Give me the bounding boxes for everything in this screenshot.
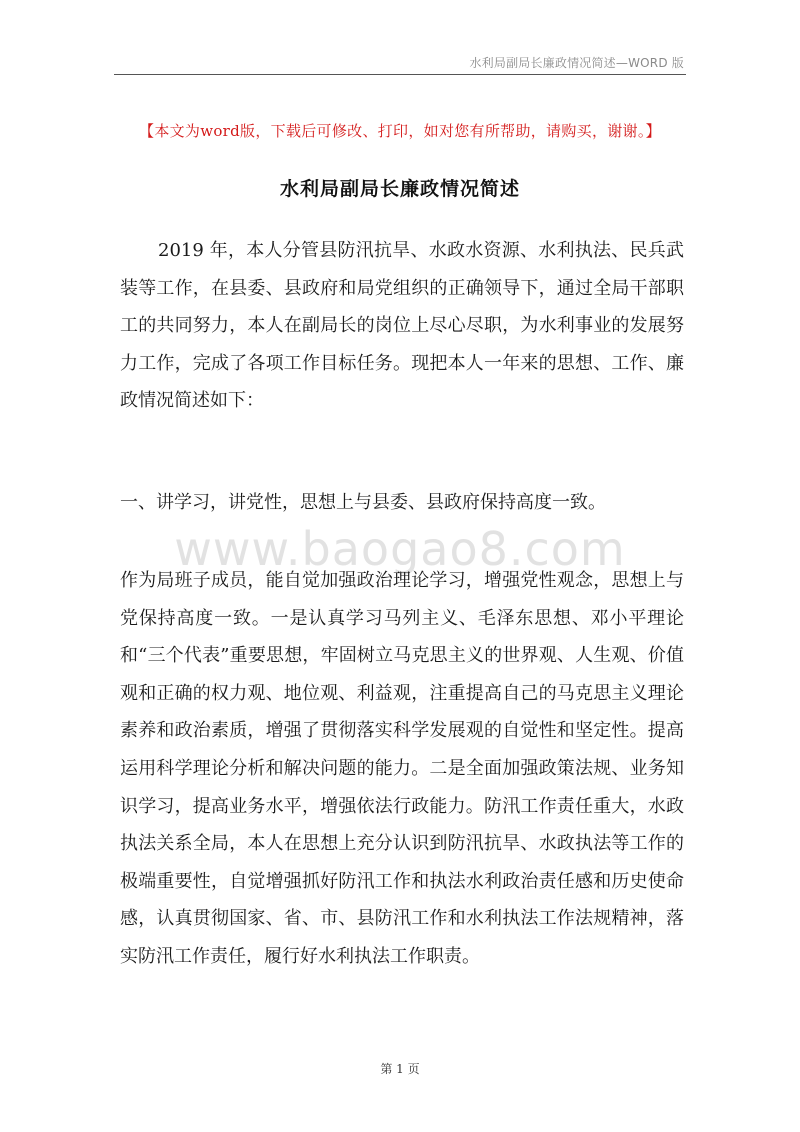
header-divider: [114, 74, 686, 75]
section-1-body: 作为局班子成员，能自觉加强政治理论学习，增强党性观念，思想上与党保持高度一致。一是认真学习马列主义、毛泽东思想、邓小平理论和“三个代表”重要思想，牢固树立马克思主义的世界观、人生观、价值观和正确的权力观、地位观、利益观，注重提高自己的马克思主义理论素养和政治素质，增强了贯彻落实科学发展观的自觉性和坚定性。提高运用科学理论分析和解决问题的能力。二是全面加强政策法规、业务知识学习，提高业务水平，增强依法行政能力。防汛工作责任重大，水政执法关系全局，本人在思想上充分认识到防汛抗旱、水政执法等工作的极端重要性，自觉增强抓好防汛工作和执法水利政治责任感和历史使命感，认真贯彻国家、省、市、县防汛工作和水利执法工作法规精神，落实防汛工作责任，履行好水利执法工作职责。: [120, 570, 684, 967]
running-header: 水利局副局长廉政情况简述—WORD 版: [469, 56, 684, 70]
download-notice: 【本文为word版，下载后可修改、打印，如对您有所帮助，请购买，谢谢。】: [139, 122, 661, 140]
section-heading-1: 一、讲学习，讲党性，思想上与县委、县政府保持高度一致。: [120, 492, 606, 513]
document-title: 水利局副局长廉政情况简述: [279, 178, 520, 200]
watermark: www.baogao8.com: [174, 522, 626, 576]
page-number: 第 1 页: [380, 1062, 420, 1076]
intro-paragraph: 2019 年，本人分管县防汛抗旱、水政水资源、水利执法、民兵武装等工作，在县委、县政府和局党组织的正确领导下，通过全局干部职工的共同努力，本人在副局长的岗位上尽心尽职，为水利事业的发展努力工作，完成了各项工作目标任务。现把本人一年来的思想、工作、廉政情况简述如下：: [120, 240, 684, 412]
